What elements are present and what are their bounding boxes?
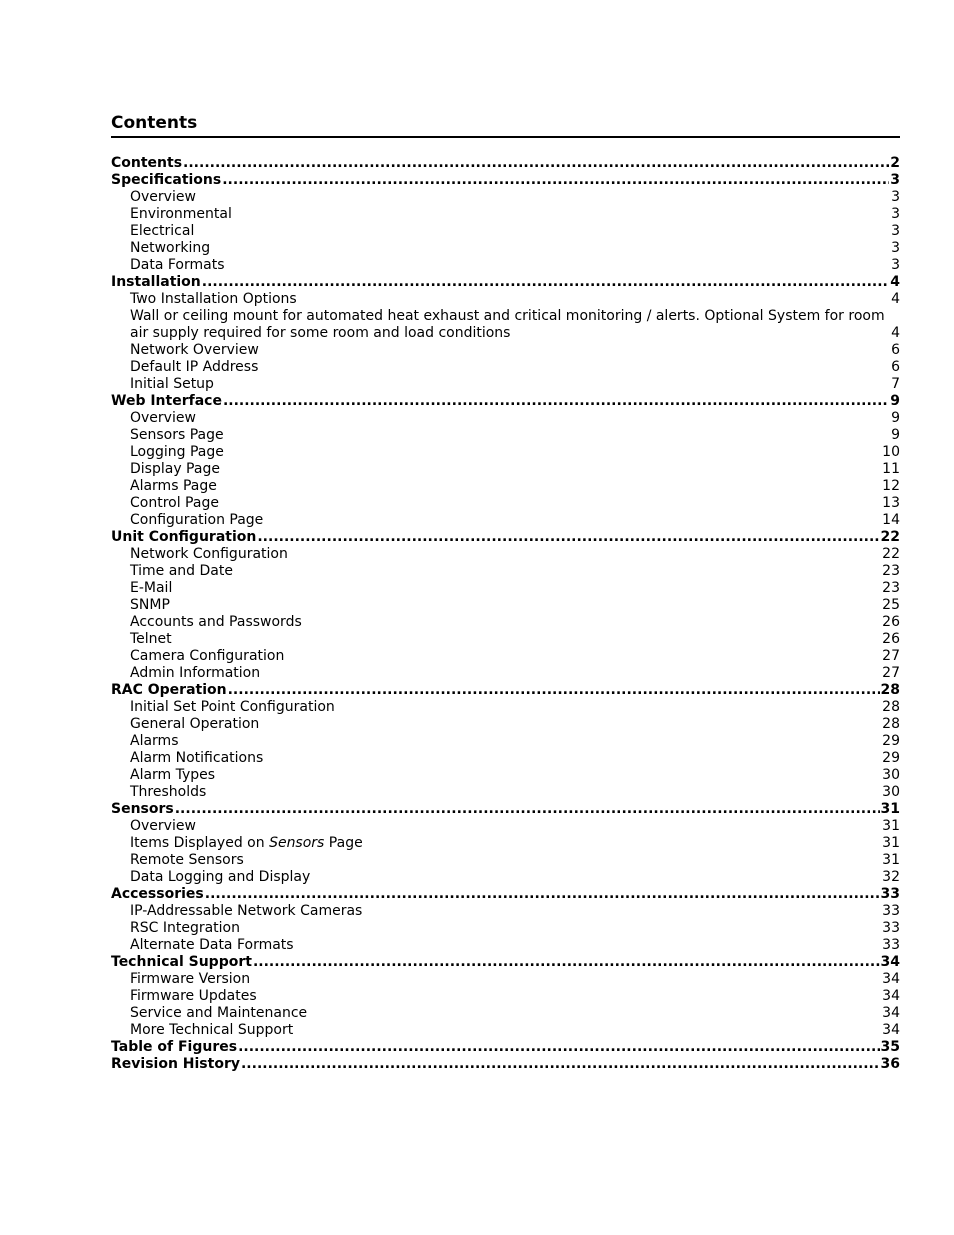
toc-page-number: 6 [891, 342, 900, 358]
toc-section-entry[interactable] [111, 1056, 900, 1073]
page-title: Contents [111, 112, 900, 138]
toc-entry-title-part: Page [324, 835, 363, 851]
toc-entry-title: Specifications [111, 172, 222, 188]
toc-entry-title: Table of Figures [111, 1039, 238, 1055]
toc-entry-title: Logging Page [130, 444, 224, 460]
toc-subsection-entry[interactable] [111, 410, 900, 427]
toc-entry-title-part: Sensors [269, 835, 325, 851]
toc-page-number: 9 [890, 393, 900, 409]
toc-subsection-entry[interactable] [111, 223, 900, 240]
toc-entry-title: Overview [130, 189, 196, 205]
toc-page-number: 3 [891, 223, 900, 239]
toc-page-number: 34 [882, 1022, 900, 1038]
toc-entry-title-part: Items Displayed on [130, 835, 270, 851]
toc-entry-title: Display Page [130, 461, 220, 477]
toc-page-number: 14 [882, 512, 900, 528]
toc-subsection-entry[interactable] [111, 478, 900, 495]
toc-entry-title: RAC Operation [111, 682, 227, 698]
toc-entry-title: Sensors [111, 801, 174, 817]
toc-entry-title: Alternate Data Formats [130, 937, 294, 953]
toc-subsection-entry[interactable] [111, 767, 900, 784]
toc-subsection-entry[interactable] [111, 291, 900, 308]
toc-entry-title: Web Interface [111, 393, 222, 409]
toc-page-number: 33 [880, 886, 900, 902]
toc-entry-title: Accessories [111, 886, 204, 902]
toc-subsection-entry[interactable] [111, 1022, 900, 1039]
toc-dot-leader [223, 393, 889, 410]
toc-entry-title: Remote Sensors [130, 852, 244, 868]
toc-entry-title: Overview [130, 818, 196, 834]
toc-section-entry[interactable] [111, 393, 900, 410]
toc-dot-leader [175, 801, 880, 818]
toc-entry-title: Networking [130, 240, 211, 256]
toc-entry-title: Camera Configuration [130, 648, 285, 664]
toc-entry-title: SNMP [130, 597, 170, 613]
toc-section-entry[interactable] [111, 801, 900, 818]
toc-page-number: 22 [882, 546, 900, 562]
toc-entry-title: Technical Support [111, 954, 252, 970]
toc-entry-title: Network Configuration [130, 546, 288, 562]
toc-subsection-entry[interactable] [111, 699, 900, 716]
toc-entry-title: Admin Information [130, 665, 261, 681]
toc-page-number: 33 [882, 920, 900, 936]
toc-entry-title: Accounts and Passwords [130, 614, 302, 630]
toc-subsection-entry[interactable] [111, 376, 900, 393]
toc-subsection-entry[interactable] [111, 835, 900, 852]
toc-page-number: 33 [882, 937, 900, 953]
toc-page-number: 28 [882, 716, 900, 732]
toc-entry-title: IP-Addressable Network Cameras [130, 903, 363, 919]
document-page [111, 112, 900, 1073]
toc-page-number: 11 [882, 461, 900, 477]
toc-subsection-entry[interactable] [111, 461, 900, 478]
toc-subsection-entry[interactable] [111, 189, 900, 206]
toc-entry-title: Network Overview [130, 342, 259, 358]
toc-section-entry[interactable] [111, 1039, 900, 1056]
toc-entry-title: RSC Integration [130, 920, 240, 936]
toc-entry-title: Initial Setup [130, 376, 214, 392]
toc-subsection-entry[interactable] [111, 597, 900, 614]
toc-page-number: 7 [891, 376, 900, 392]
toc-entry-title: Two Installation Options [130, 291, 297, 307]
toc-entry-title: Alarms Page [130, 478, 217, 494]
toc-subsection-entry[interactable] [111, 648, 900, 665]
toc-page-number: 26 [882, 614, 900, 630]
toc-dot-leader [241, 1056, 880, 1073]
toc-entry-title: Alarm Notifications [130, 750, 264, 766]
toc-subsection-entry[interactable] [111, 852, 900, 869]
toc-page-number: 2 [890, 155, 900, 171]
toc-subsection-entry[interactable] [111, 359, 900, 376]
toc-page-number: 3 [891, 240, 900, 256]
toc-section-entry[interactable] [111, 954, 900, 971]
toc-subsection-entry[interactable] [111, 427, 900, 444]
toc-entry-title: Firmware Version [130, 971, 251, 987]
toc-page-number: 12 [882, 478, 900, 494]
toc-page-number: 28 [882, 699, 900, 715]
toc-dot-leader [205, 886, 880, 903]
table-of-contents [111, 155, 900, 1073]
toc-page-number: 23 [882, 580, 900, 596]
toc-subsection-entry[interactable] [111, 206, 900, 223]
toc-page-number: 4 [890, 274, 900, 290]
toc-section-entry[interactable] [111, 155, 900, 172]
toc-entry-title: Configuration Page [130, 512, 264, 528]
toc-dot-leader [183, 155, 889, 172]
toc-page-number: 22 [880, 529, 900, 545]
toc-dot-leader [257, 529, 879, 546]
toc-subsection-entry[interactable] [111, 563, 900, 580]
toc-page-number: 4 [891, 291, 900, 307]
toc-subsection-entry[interactable] [111, 988, 900, 1005]
toc-page-number: 32 [882, 869, 900, 885]
toc-subsection-entry[interactable] [111, 920, 900, 937]
toc-page-number: 4 [891, 325, 900, 341]
toc-page-number: 31 [880, 801, 900, 817]
toc-subsection-entry[interactable] [111, 750, 900, 767]
toc-page-number: 29 [882, 733, 900, 749]
toc-page-number: 26 [882, 631, 900, 647]
toc-page-number: 25 [882, 597, 900, 613]
toc-page-number: 10 [882, 444, 900, 460]
toc-subsection-entry[interactable] [111, 784, 900, 801]
toc-page-number: 3 [891, 206, 900, 222]
toc-subsection-entry[interactable] [111, 903, 900, 920]
toc-subsection-entry[interactable] [111, 665, 900, 682]
toc-page-number: 35 [880, 1039, 900, 1055]
toc-page-number: 13 [882, 495, 900, 511]
toc-entry-title: Overview [130, 410, 196, 426]
toc-entry-title: Electrical [130, 223, 195, 239]
toc-entry-title: Data Formats [130, 257, 225, 273]
toc-page-number: 34 [882, 988, 900, 1004]
toc-entry-title: More Technical Support [130, 1022, 294, 1038]
toc-page-number: 27 [882, 648, 900, 664]
toc-section-entry[interactable] [111, 682, 900, 699]
toc-subsection-entry[interactable] [111, 971, 900, 988]
toc-entry-title: Contents [111, 155, 183, 171]
toc-entry-title: Data Logging and Display [130, 869, 311, 885]
toc-subsection-entry[interactable] [111, 512, 900, 529]
toc-dot-leader [202, 274, 889, 291]
toc-page-number: 9 [891, 410, 900, 426]
toc-section-entry[interactable] [111, 529, 900, 546]
toc-entry-title: Environmental [130, 206, 232, 222]
toc-dot-leader [228, 682, 880, 699]
toc-dot-leader [253, 954, 880, 971]
toc-entry-title: Initial Set Point Configuration [130, 699, 335, 715]
toc-subsection-entry[interactable] [111, 495, 900, 512]
toc-entry-title: Alarms [130, 733, 179, 749]
toc-section-entry[interactable] [111, 274, 900, 291]
toc-dot-leader [222, 172, 889, 189]
toc-page-number: 27 [882, 665, 900, 681]
toc-page-number: 30 [882, 784, 900, 800]
toc-entry-title: Installation [111, 274, 201, 290]
toc-subsection-entry[interactable] [111, 818, 900, 835]
toc-entry-title: Control Page [130, 495, 219, 511]
toc-entry-title: Alarm Types [130, 767, 216, 783]
toc-subsection-entry[interactable] [111, 580, 900, 597]
toc-dot-leader [238, 1039, 879, 1056]
toc-page-number: 9 [891, 427, 900, 443]
toc-entry-title [111, 835, 363, 852]
toc-entry-title: Revision History [111, 1056, 240, 1072]
toc-subsection-entry[interactable] [111, 869, 900, 886]
toc-subsection-entry[interactable] [111, 937, 900, 954]
toc-subsection-entry[interactable] [111, 631, 900, 648]
toc-entry-title: Firmware Updates [130, 988, 257, 1004]
toc-entry-title: Telnet [130, 631, 172, 647]
toc-page-number: 23 [882, 563, 900, 579]
toc-entry-title: General Operation [130, 716, 260, 732]
toc-entry-title: E-Mail [130, 580, 173, 596]
toc-page-number: 3 [890, 172, 900, 188]
toc-page-number: 6 [891, 359, 900, 375]
toc-page-number: 34 [882, 1005, 900, 1021]
toc-page-number: 34 [882, 971, 900, 987]
toc-entry-title: Wall or ceiling mount for automated heat exhaust and critical monitoring / alerts. Optional System for room air supply required for some room and load conditions [130, 308, 885, 341]
toc-page-number: 29 [882, 750, 900, 766]
toc-subsection-entry[interactable] [111, 240, 900, 257]
toc-page-number: 31 [882, 852, 900, 868]
toc-entry-title: Default IP Address [130, 359, 259, 375]
toc-page-number: 34 [880, 954, 900, 970]
toc-entry-title: Sensors Page [130, 427, 224, 443]
toc-section-entry[interactable] [111, 172, 900, 189]
toc-page-number: 31 [882, 818, 900, 834]
toc-subsection-entry[interactable] [111, 444, 900, 461]
toc-subsection-entry[interactable] [111, 1005, 900, 1022]
toc-subsection-entry[interactable] [111, 614, 900, 631]
toc-subsection-entry[interactable] [111, 308, 900, 342]
toc-page-number: 36 [880, 1056, 900, 1072]
toc-subsection-entry[interactable] [111, 546, 900, 563]
toc-entry-title: Time and Date [130, 563, 233, 579]
toc-subsection-entry[interactable] [111, 733, 900, 750]
toc-page-number: 30 [882, 767, 900, 783]
toc-entry-title: Unit Configuration [111, 529, 257, 545]
toc-subsection-entry[interactable] [111, 716, 900, 733]
toc-entry-title: Service and Maintenance [130, 1005, 308, 1021]
toc-page-number: 33 [882, 903, 900, 919]
toc-subsection-entry[interactable] [111, 342, 900, 359]
toc-entry-title: Thresholds [130, 784, 207, 800]
toc-page-number: 3 [891, 189, 900, 205]
toc-page-number: 3 [891, 257, 900, 273]
toc-section-entry[interactable] [111, 886, 900, 903]
toc-page-number: 31 [882, 835, 900, 851]
toc-subsection-entry[interactable] [111, 257, 900, 274]
toc-page-number: 28 [880, 682, 900, 698]
